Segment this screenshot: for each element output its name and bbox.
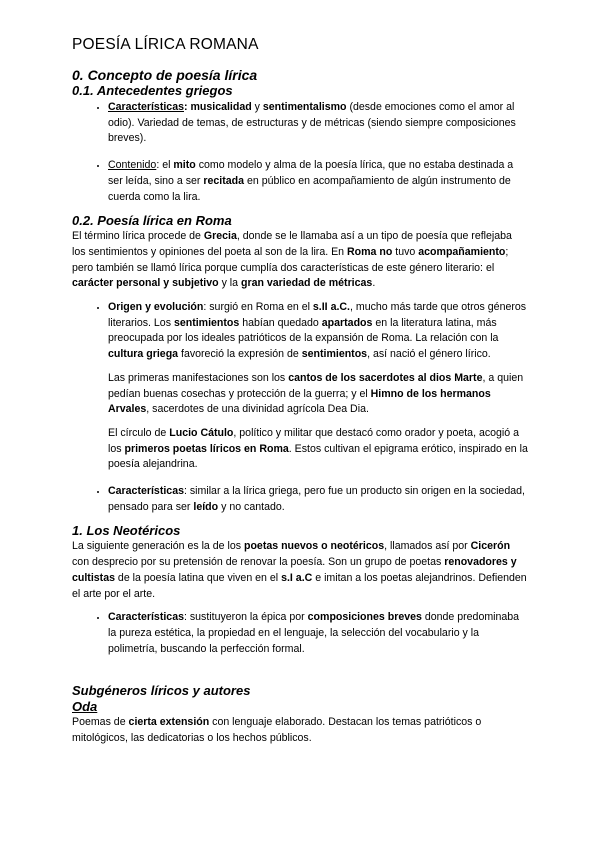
document-title: POESÍA LÍRICA ROMANA [72,36,259,53]
origen-paragraph-3: El círculo de Lucio Cátulo, político y militar que destacó como orador y poeta, acogió a los primeros poetas líricos en Roma. Estos cultivan el epigrama erótico, inspirado en la poesía alejandrina. [108,426,528,471]
origen-paragraph-2: Las primeras manifestaciones son los cantos de los sacerdotes al dios Marte, a quien pedían buenas cosechas y protección de la guerra; y el Himno de los hermanos Arvales, sacerdotes de una divinidad agrícola Dea Dia. [108,371,524,416]
section-1-list [72,610,528,657]
section-1-heading: 1. Los Neotéricos [72,523,181,539]
list-item-origen: • Origen y evolución: surgió en Roma en el s.II a.C., mucho más tarde que otros géneros literarios. Los sentimientos habían quedado apartados en la literatura latina, más preocupada por los ideales patrióticos de la expansión de Roma. La relación con la cultura griega favoreció la expresión de sentimientos, así nació el género lírico. Las primeras manifestaciones son los cantos de los sacerdotes al dios Marte, a quien pedían buenas cosechas y protección de la guerra; y el Himno de los hermanos Arvales, sacerdotes de una divinidad agrícola Dea Dia. El círculo de Lucio Cátulo, político y militar que destacó como orador y poeta, acogió a los primeros poetas líricos en Roma. Estos cultivan el epigrama erótico, inspirado en la poesía alejandrina. [108,300,528,473]
section-1-paragraph: La siguiente generación es la de los poetas nuevos o neotéricos, llamados así por Cicerón con desprecio por su pretensión de renovar la poesía. Son un grupo de poetas renovadores y cultistas de la poesía latina que viven en el s.I a.C e imitan a los poetas alejandrinos. Defienden el arte por el arte. [72,540,527,600]
list-item-caracteristicas-griegas: • Características: musicalidad y sentimentalismo (desde emociones como el amor al odio). Variedad de temas, de estructuras y de métricas (siendo siempre composiciones breves). [108,100,528,147]
section-0-1-heading: 0.1. Antecedentes griegos [72,83,233,98]
list-item-contenido: • Contenido: el mito como modelo y alma de la poesía lírica, que no estaba destinada a ser leída, sino a ser recitada en público en acompañamiento de algún instrumento de cuerda como la lira. [108,158,528,205]
section-0-1-list [72,100,528,205]
section-0-2-paragraph: El término lírica procede de Grecia, donde se le llamaba así a un tipo de poesía que reflejaba los sentimientos y opiniones del poeta al son de la lira. En Roma no tuvo acompañamiento; pero también se llamó lírica porque cumplía dos características de este género literario: el carácter personal y subjetivo y la gran variedad de métricas. [72,230,512,290]
oda-heading: Oda [72,699,98,715]
list-item-caracteristicas-roma: • Características: similar a la lírica griega, pero fue un producto sin origen en la sociedad, pensado para ser leído y no cantado. [108,484,528,515]
section-0-2-list [72,300,528,515]
section-2-heading: Subgéneros líricos y autores [72,683,251,699]
document-page [72,36,528,747]
section-0-heading: 0. Concepto de poesía lírica [72,67,258,83]
section-0-2-heading: 0.2. Poesía lírica en Roma [72,213,232,229]
oda-paragraph: Poemas de cierta extensión con lenguaje elaborado. Destacan los temas patrióticos o mitológicos, las dedicatorias o los hechos públicos. [72,716,482,745]
list-item-caracteristicas-neotericos: • Características: sustituyeron la épica por composiciones breves donde predominaba la pureza estética, la propiedad en el lenguaje, la selección del vocabulario y la polimetría, buscando la perfección formal. [108,610,528,657]
